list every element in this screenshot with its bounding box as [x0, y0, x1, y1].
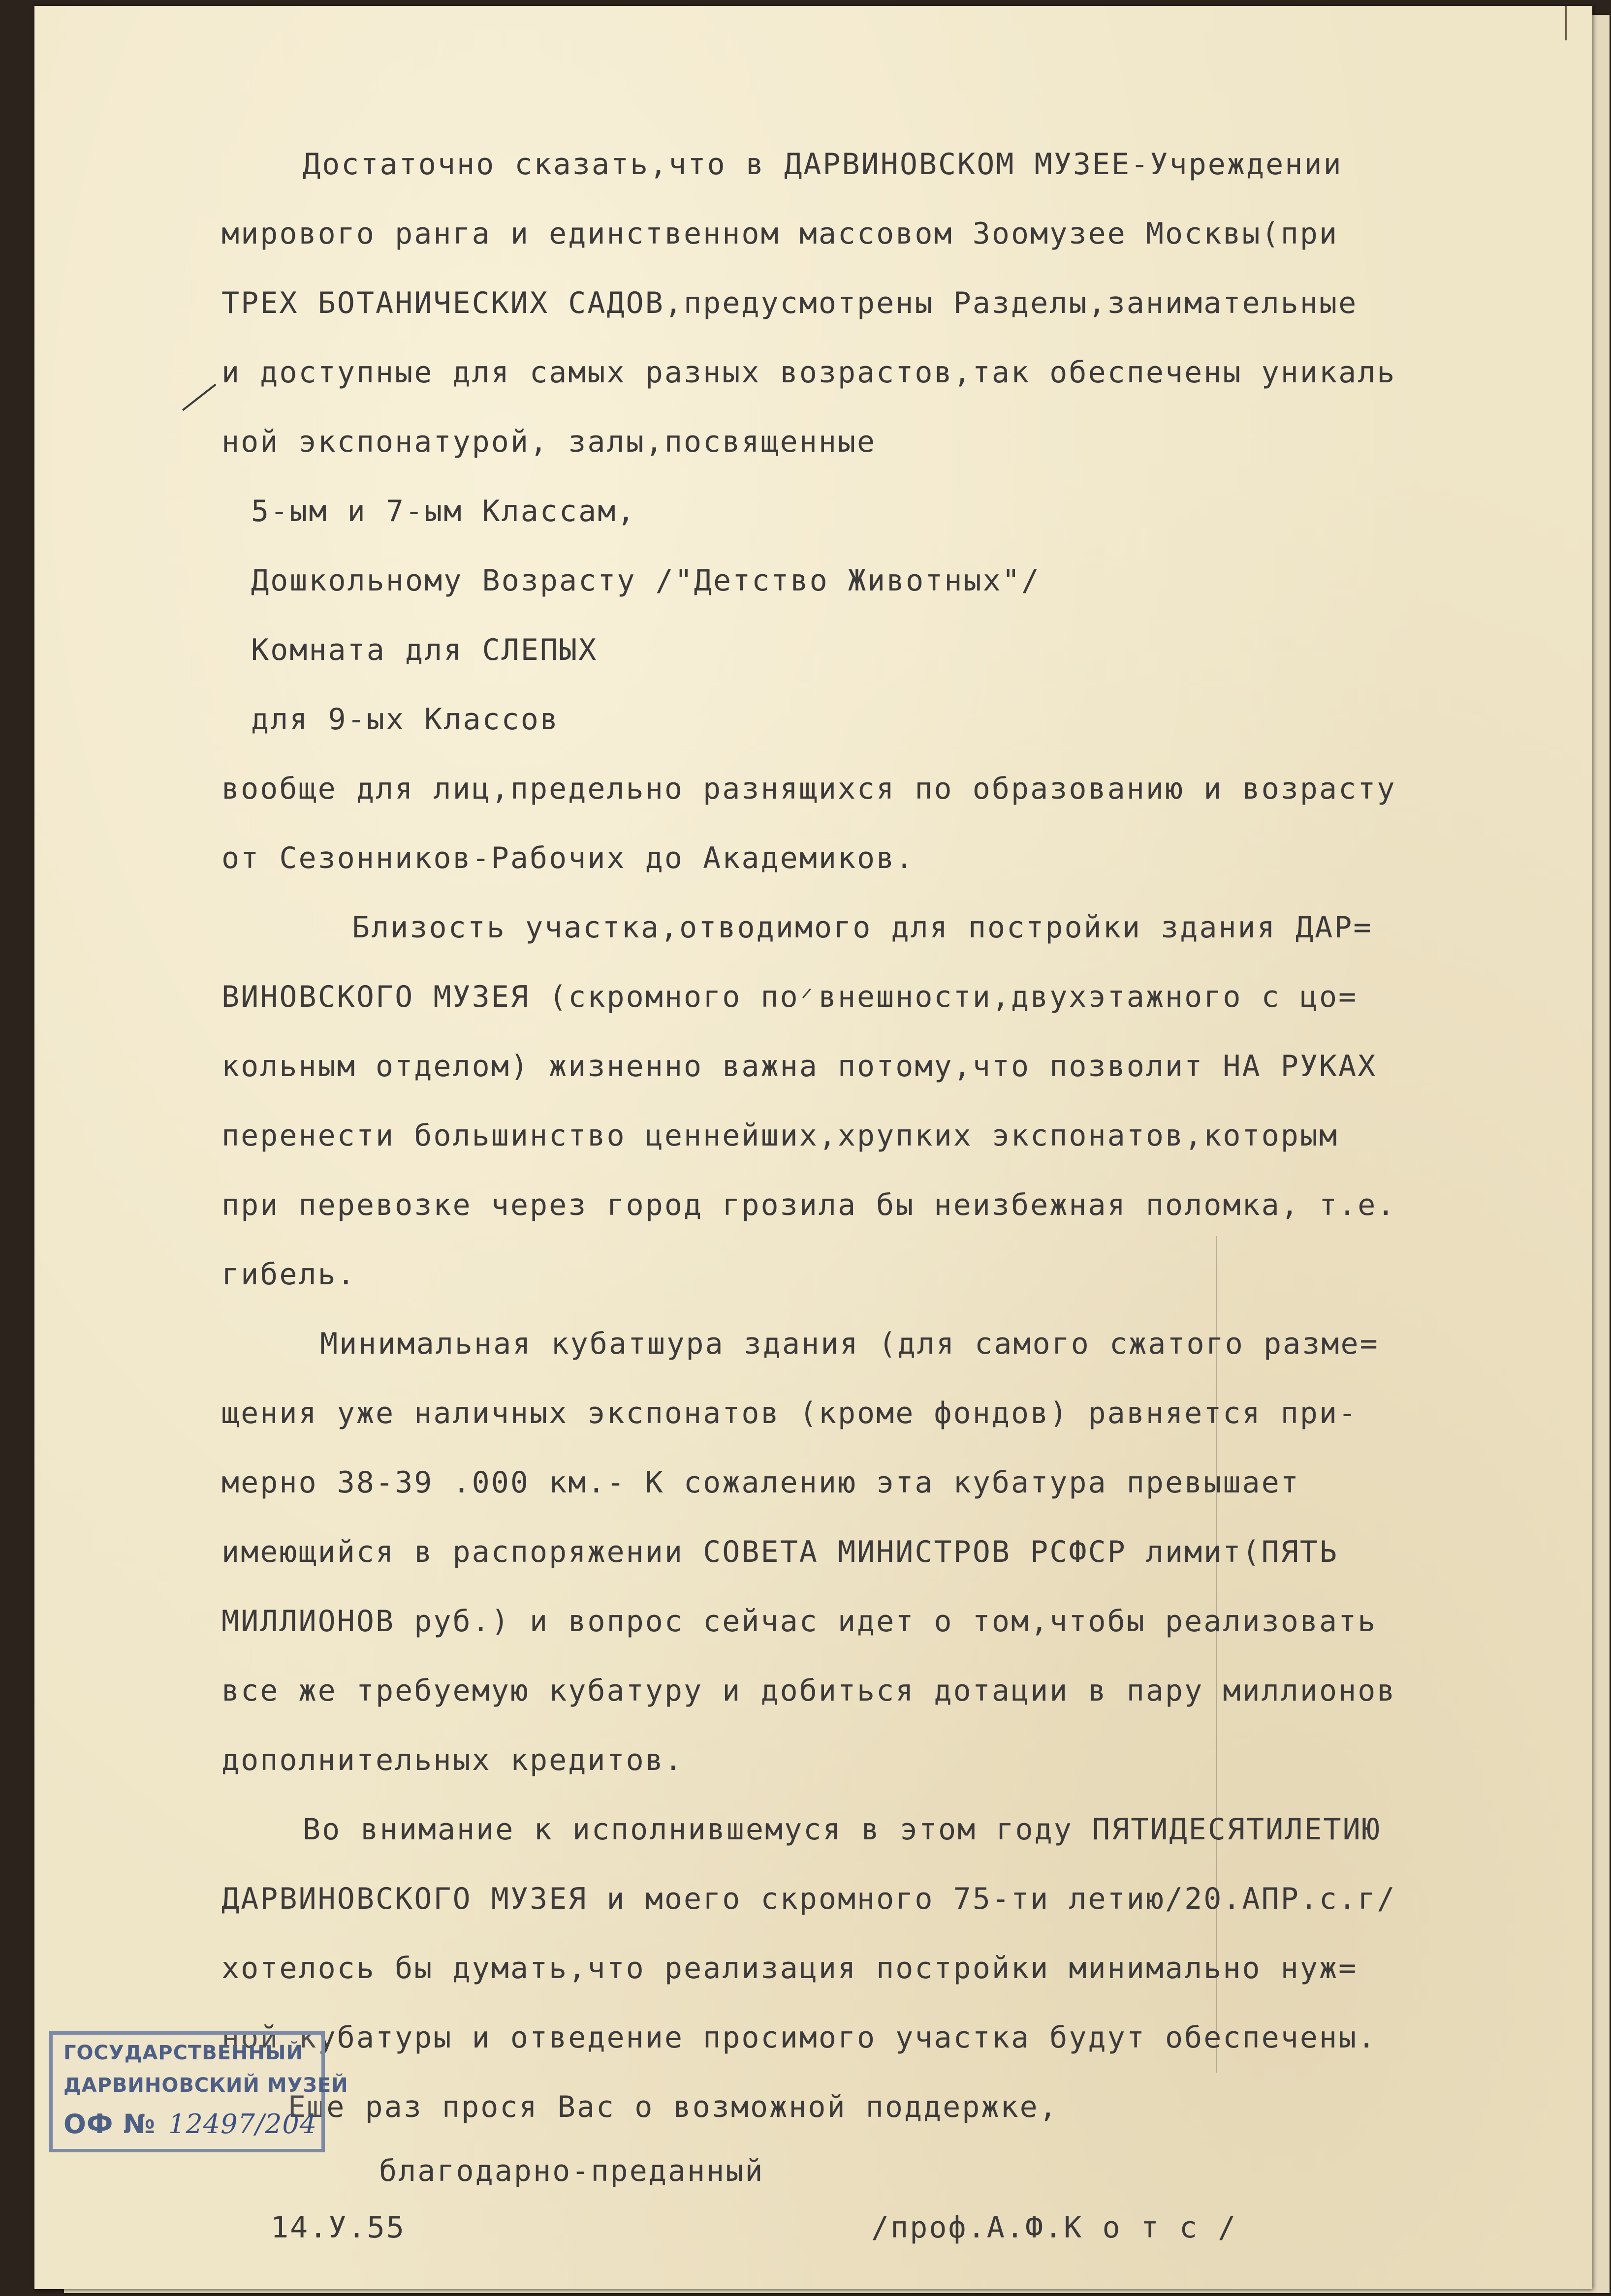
- paragraph-4-line: ДАРВИНОВСКОГО МУЗЕЯ и моего скромного 75-ти летию/20.АПР.с.г/: [221, 1882, 1396, 1916]
- list-item: 5-ым и 7-ым Классам,: [251, 494, 636, 528]
- paragraph-2-line: гибель.: [221, 1257, 356, 1292]
- paragraph-1-line: ной экспонатурой, залы,посвященные: [221, 425, 877, 459]
- paragraph-3-line: щения уже наличных экспонатов (кроме фондов) равняется при-: [221, 1396, 1358, 1430]
- paragraph-3-line: дополнительных кредитов.: [221, 1743, 684, 1777]
- letter-date: 14.У.55: [271, 2210, 406, 2245]
- paragraph-2-line: перенести большинство ценнейших,хрупких экспонатов,которым: [221, 1118, 1339, 1153]
- paragraph-1-line: ТРЕХ БОТАНИЧЕСКИХ САДОВ,предусмотрены Разделы,занимательные: [221, 286, 1358, 320]
- stamp-line: ГОСУДАРСТВЕННЫЙ: [63, 2042, 303, 2064]
- paragraph-2-line: кольным отделом) жизненно важна потому,что позволит НА РУКАХ: [221, 1049, 1377, 1084]
- paragraph-1-line: вообще для лиц,предельно разнящихся по образованию и возрасту: [221, 772, 1396, 806]
- list-item: Комната для СЛЕПЫХ: [251, 633, 598, 667]
- list-item: Дошкольному Возрасту /"Детство Животных"/: [251, 563, 1041, 598]
- list-item: для 9-ых Классов: [251, 702, 559, 737]
- paragraph-1-line: Достаточно сказать,что в ДАРВИНОВСКОМ МУЗЕЕ-Учреждении: [303, 147, 1343, 182]
- paragraph-3-line: Минимальная кубатшура здания (для самого сжатого разме=: [320, 1327, 1379, 1361]
- paragraph-3-line: МИЛЛИОНОВ руб.) и вопрос сейчас идет о том,чтобы реализовать: [221, 1604, 1377, 1639]
- paragraph-1-line: от Сезонников-Рабочих до Академиков.: [221, 841, 915, 875]
- paragraph-3-line: все же требуемую кубатуру и добиться дотации в пару миллионов: [221, 1674, 1396, 1708]
- paragraph-4-line: ной кубатуры и отведение просимого участка будут обеспечены.: [221, 2020, 1377, 2055]
- museum-inventory-stamp: [49, 2031, 348, 2152]
- document-page: [34, 6, 1592, 2289]
- paragraph-2-line: Близость участка,отводимого для постройки здания ДАР=: [352, 910, 1373, 945]
- closing-line: Еще раз прося Вас о возможной поддержке,: [288, 2090, 1058, 2124]
- typewritten-letter: [34, 6, 1592, 2289]
- paragraph-3-line: мерно 38-39 .000 км.- К сожалению эта кубатура превышает: [221, 1465, 1300, 1500]
- closing-line: благодарно-преданный: [379, 2154, 764, 2188]
- paragraph-2-line: ВИНОВСКОГО МУЗЕЯ (скромного по внешности,двухэтажного с цо=: [221, 980, 1358, 1014]
- paragraph-1-line: и доступные для самых разных возрастов,так обеспечены уникаль: [221, 355, 1396, 390]
- paragraph-3-line: имеющийся в распоряжении СОВЕТА МИНИСТРОВ РСФСР лимит(ПЯТЬ: [221, 1535, 1339, 1569]
- paragraph-1-line: мирового ранга и единственном массовом Зоомузее Москвы(при: [221, 217, 1339, 251]
- paragraph-4-line: хотелось бы думать,что реализация постройки минимально нуж=: [221, 1951, 1358, 1986]
- signature: /проф.А.Ф.К о т с /: [871, 2210, 1237, 2245]
- paragraph-4-line: Во внимание к исполнившемуся в этом году ПЯТИДЕСЯТИЛЕТИЮ: [303, 1812, 1381, 1847]
- inventory-number: 12497/204: [168, 2109, 317, 2140]
- paragraph-2-line: при перевозке через город грозила бы неизбежная поломка, т.е.: [221, 1188, 1396, 1222]
- stamp-prefix: ОФ №: [63, 2109, 156, 2140]
- stamp-line: ДАРВИНОВСКИЙ МУЗЕЙ: [63, 2074, 348, 2097]
- stamp-line: [63, 2109, 317, 2140]
